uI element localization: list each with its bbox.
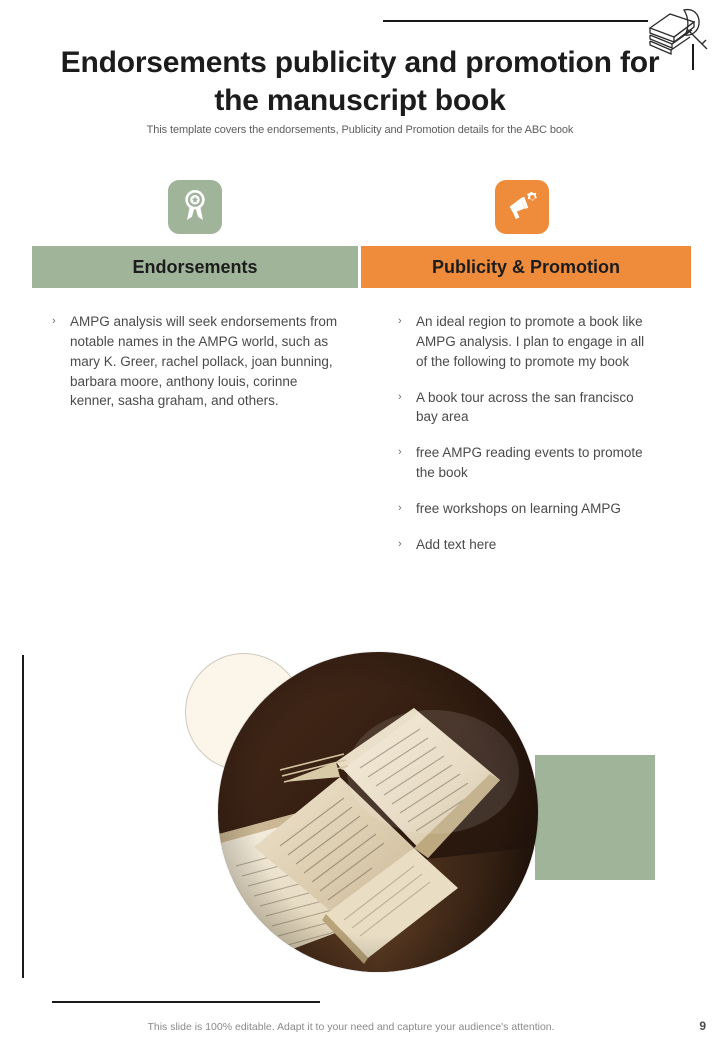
chevron-right-icon: › [398, 315, 402, 327]
publicity-bullet-list [398, 312, 653, 571]
list-item [398, 443, 653, 483]
award-ribbon-icon [180, 188, 210, 227]
footer-divider-rule [52, 1001, 320, 1003]
chevron-right-icon: › [398, 537, 402, 550]
open-books-photo [218, 652, 538, 972]
column-header-publicity: Publicity & Promotion [361, 246, 691, 288]
list-item-text: free workshops on learning AMPG [416, 500, 621, 516]
chevron-right-icon: › [52, 315, 56, 327]
list-item [398, 388, 653, 428]
page-title: Endorsements publicity and promotion for the manuscript book [60, 46, 660, 118]
list-item [398, 499, 653, 519]
list-item [398, 535, 653, 555]
column-header-endorsements: Endorsements [32, 246, 358, 288]
megaphone-icon [506, 190, 538, 225]
chevron-right-icon: › [398, 501, 402, 514]
endorsements-bullet-list [52, 312, 342, 427]
list-item-text: AMPG analysis will seek endorsements from notable names in the AMPG world, such as mary K. Greer, rachel pollack, joan bunning, barbara moore, anthony louis, corinne kenner, sasha graham, and others. [70, 314, 338, 409]
chevron-right-icon: › [398, 446, 402, 459]
list-item-text: free AMPG reading events to promote the book [416, 445, 643, 481]
top-divider-rule [383, 20, 648, 22]
left-vertical-rule [22, 655, 24, 978]
footer-note: This slide is 100% editable. Adapt it to your need and capture your audience's attention. [147, 1021, 555, 1033]
logo-accent-tick [692, 44, 694, 70]
green-accent-rectangle [535, 755, 655, 880]
chevron-right-icon: › [398, 390, 402, 403]
publicity-icon-tile [495, 180, 549, 234]
page-number: 9 [699, 1019, 706, 1033]
list-item-text: An ideal region to promote a book like AMPG analysis. I plan to engage in all of the following to promote my book [416, 314, 645, 369]
endorsements-icon-tile [168, 180, 222, 234]
page-subtitle: This template covers the endorsements, Publicity and Promotion details for the ABC book [146, 124, 574, 136]
list-item-text: A book tour across the san francisco bay area [416, 389, 634, 425]
list-item [52, 312, 342, 411]
list-item-text: Add text here [416, 536, 497, 552]
list-item [398, 312, 653, 372]
